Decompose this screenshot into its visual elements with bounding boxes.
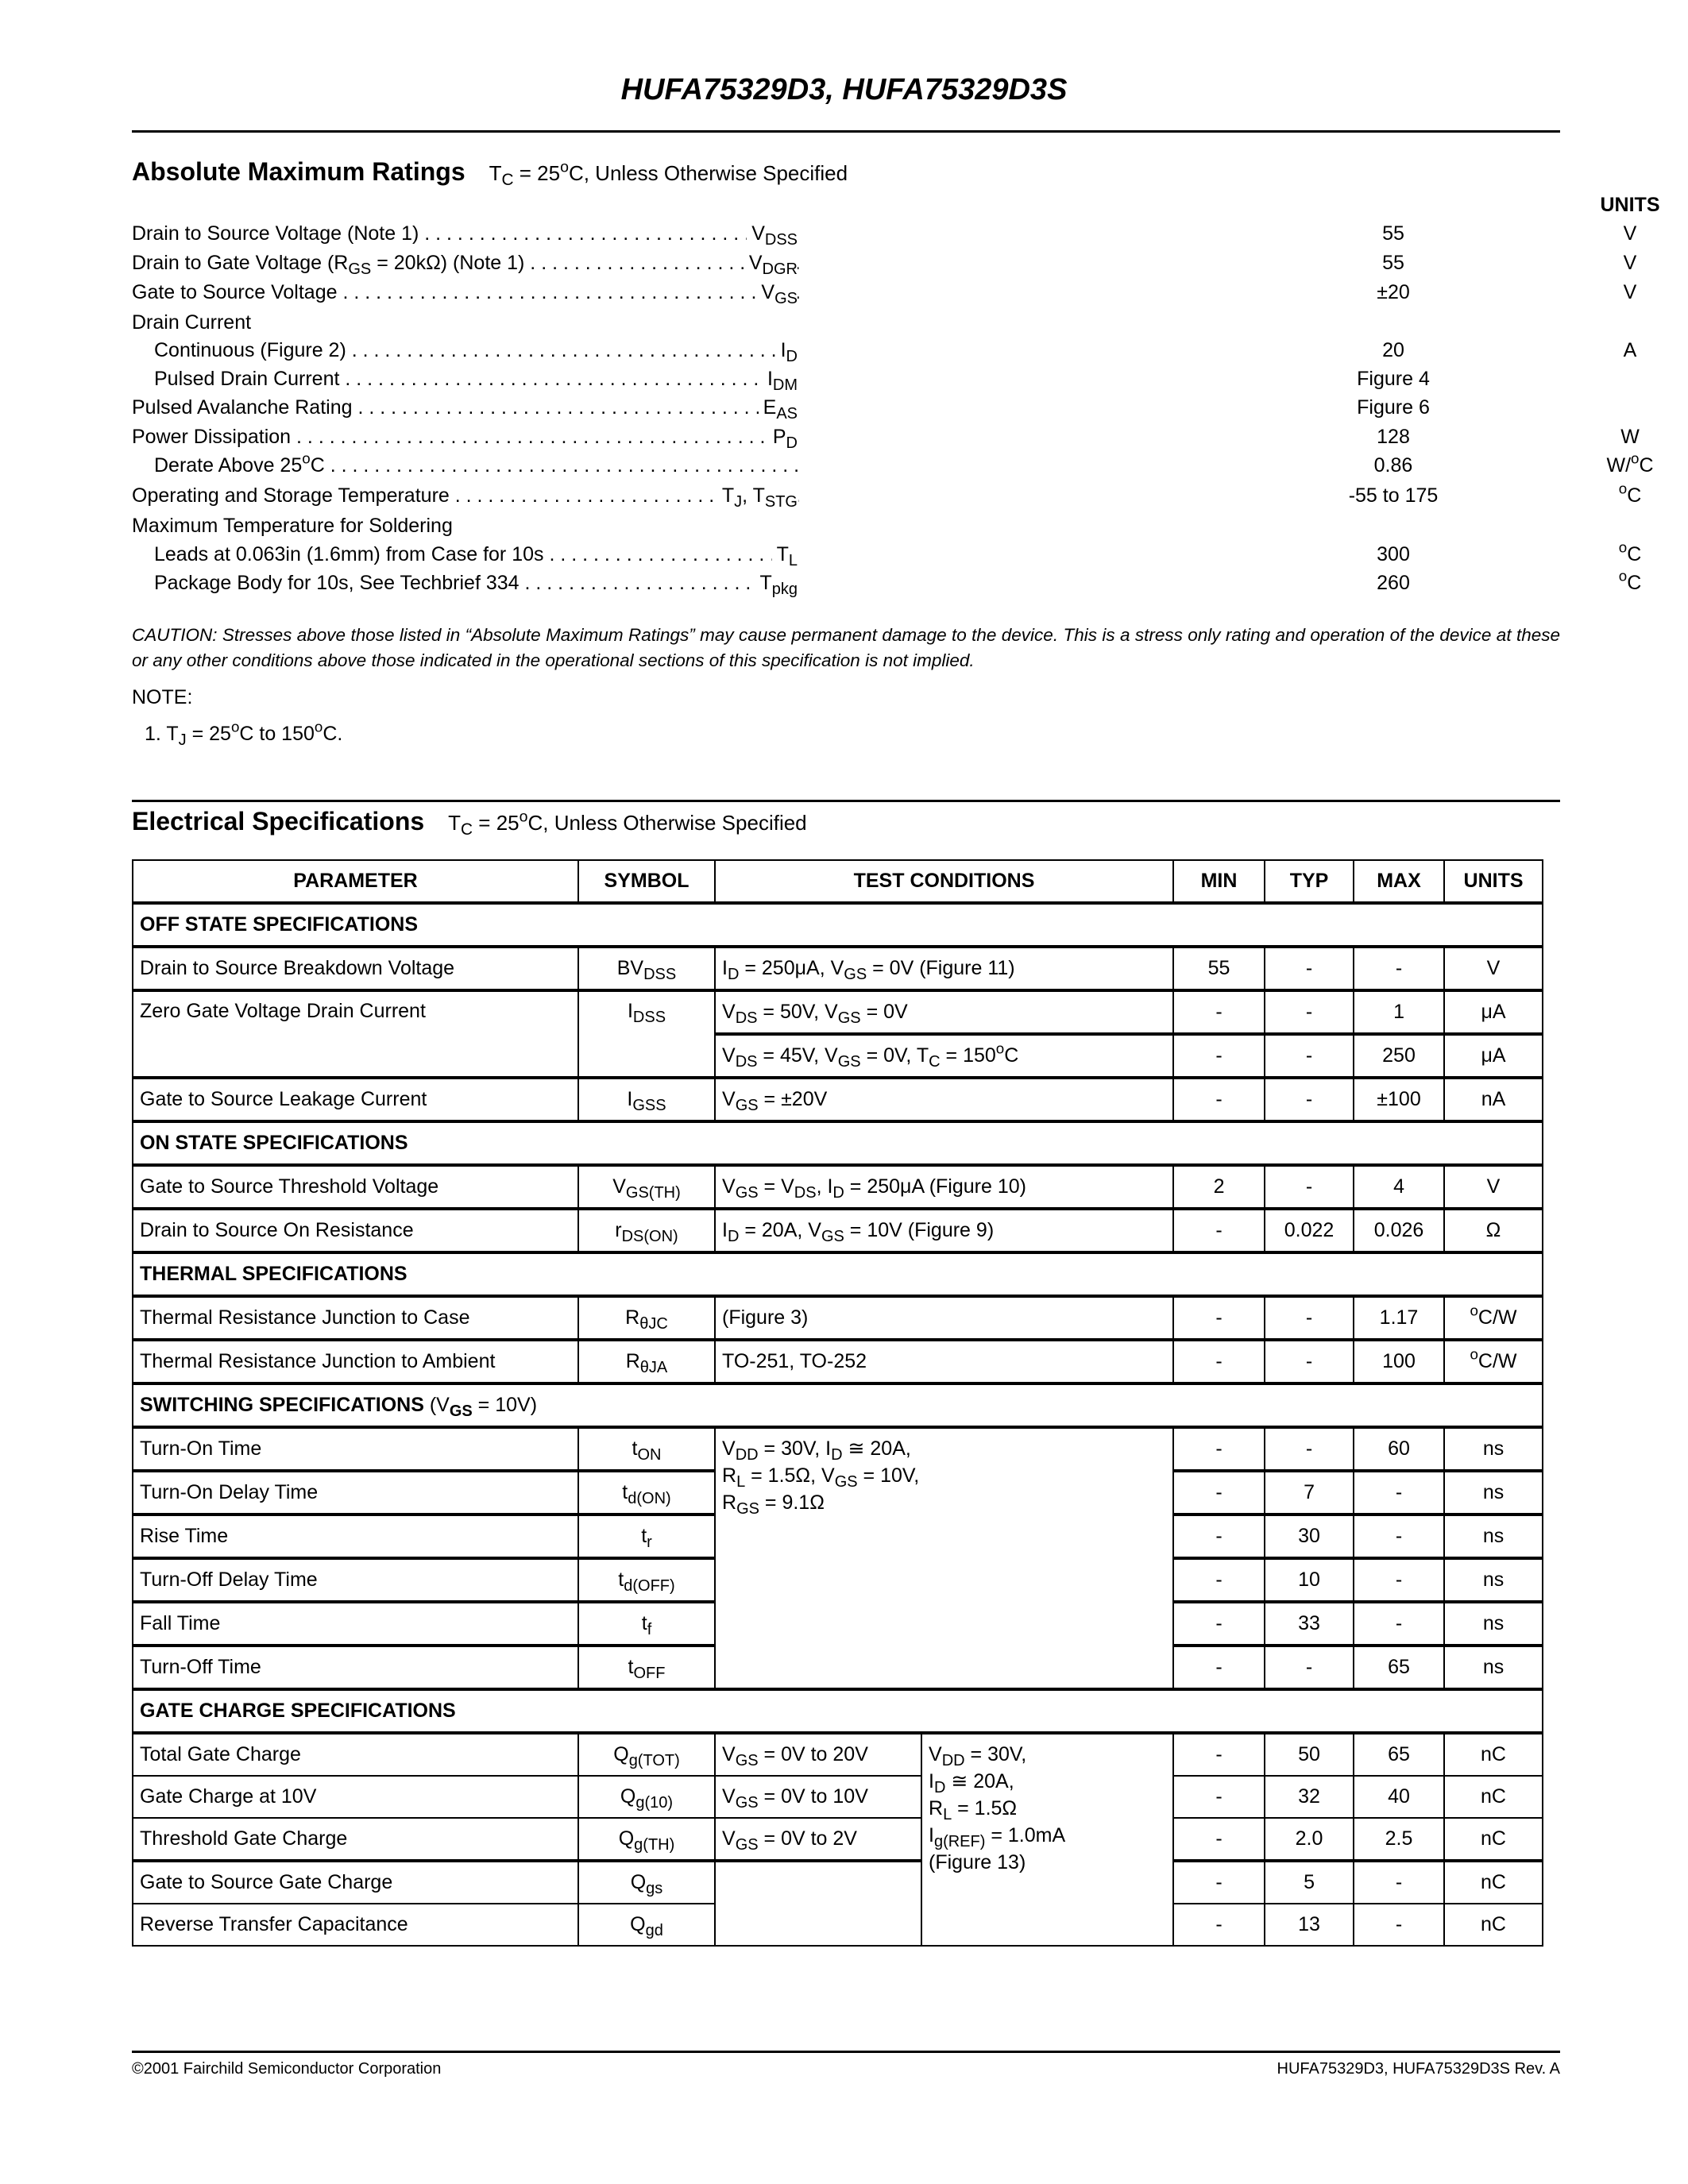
rating-label: Derate Above 25$^o$C . . . [154, 454, 799, 477]
table-row [133, 990, 1543, 1034]
rating-row [132, 567, 1642, 600]
unit-cell: ns [1444, 1427, 1543, 1471]
symbol-cell: $t_{OFF}$ [578, 1646, 715, 1689]
rating-unit: $^o$C [1618, 538, 1642, 565]
max-cell: 0.026 [1354, 1209, 1444, 1252]
param-cell: Turn-Off Delay Time [133, 1558, 578, 1602]
param-cell: Rise Time [133, 1515, 578, 1558]
rating-row [132, 480, 1642, 513]
min-cell: - [1173, 1558, 1265, 1602]
max-cell: 250 [1354, 1034, 1444, 1078]
rating-row [132, 538, 1642, 572]
conditions-cell: $V_{GS} = 0V$ to 2V [715, 1818, 921, 1861]
min-cell: - [1173, 1733, 1265, 1776]
section-heading: SWITCHING SPECIFICATIONS $(V_{GS} = 10V)$ [133, 1383, 1543, 1427]
unit-cell: nC [1444, 1733, 1543, 1776]
typ-cell: 33 [1265, 1602, 1354, 1646]
unit-cell: μA [1444, 1034, 1543, 1078]
unit-cell: ns [1444, 1602, 1543, 1646]
min-cell: - [1173, 1078, 1265, 1121]
param-cell: Gate Charge at 10V [133, 1776, 578, 1818]
typ-cell: 13 [1265, 1904, 1354, 1946]
rating-label: Continuous (Figure 2) . . . [154, 339, 799, 362]
min-cell: - [1173, 1861, 1265, 1904]
conditions-cell: $V_{DD} = 30V$, $I_D$ ≅ 20A, $R_L = 1.5\Omega$, $V_{GS} = 10V$, $R_{GS} = 9.1\Omega$ [715, 1427, 1173, 1689]
rating-symbol: $V_{GS}$ [132, 281, 798, 304]
conditions-cell: TO-251, TO-252 [715, 1340, 1173, 1383]
min-cell: 55 [1173, 947, 1265, 990]
rating-row [132, 368, 1560, 396]
rating-symbol: $P_D$ [132, 426, 798, 449]
max-cell: - [1354, 1558, 1444, 1602]
symbol-cell: $BV_{DSS}$ [578, 947, 715, 990]
rating-symbol: $I_D$ [132, 339, 798, 362]
typ-cell: 7 [1265, 1471, 1354, 1515]
note-item: 1. $T_J = 25^oC$ to 150$^o$C. [145, 718, 343, 749]
rating-symbol: $E_{AS}$ [132, 396, 798, 419]
unit-cell: ns [1444, 1558, 1543, 1602]
typ-cell: 32 [1265, 1776, 1354, 1818]
param-cell: Gate to Source Gate Charge [133, 1861, 578, 1904]
param-cell: Fall Time [133, 1602, 578, 1646]
rating-row [132, 339, 1637, 368]
min-cell: - [1173, 1296, 1265, 1340]
max-cell: - [1354, 1861, 1444, 1904]
max-cell: - [1354, 1471, 1444, 1515]
shared-conditions-cell: $V_{DD} = 30V$, $I_D$ ≅ 20A, $R_L = 1.5\Omega$ $I_{g(REF)} = 1.0mA$ (Figure 13) [921, 1733, 1173, 1946]
rating-unit: $^o$C [1618, 480, 1642, 507]
section-heading: OFF STATE SPECIFICATIONS [133, 903, 1543, 947]
table-row [133, 947, 1543, 990]
table-row [133, 1427, 1543, 1471]
rating-label: Drain to Source Voltage (Note 1) . . . [132, 222, 799, 245]
typ-cell: - [1265, 990, 1354, 1034]
symbol-cell: $Q_{gd}$ [578, 1904, 715, 1946]
rating-symbol: $I_{DM}$ [132, 368, 798, 391]
unit-cell: nC [1444, 1818, 1543, 1861]
max-cell: - [1354, 1515, 1444, 1558]
max-cell: 100 [1354, 1340, 1444, 1383]
col-min: MIN [1173, 860, 1265, 903]
typ-cell: - [1265, 1646, 1354, 1689]
unit-cell: nA [1444, 1078, 1543, 1121]
conditions-cell [715, 1861, 921, 1946]
rating-label: Pulsed Avalanche Rating . . . [132, 396, 799, 419]
max-cell: - [1354, 1904, 1444, 1946]
symbol-cell: $V_{GS(TH)}$ [578, 1165, 715, 1209]
min-cell: - [1173, 1515, 1265, 1558]
typ-cell: - [1265, 1034, 1354, 1078]
rating-row [132, 426, 1640, 454]
section-heading: GATE CHARGE SPECIFICATIONS [133, 1689, 1543, 1733]
max-cell: 2.5 [1354, 1818, 1444, 1861]
rating-unit: W [1620, 426, 1640, 448]
param-cell: Total Gate Charge [133, 1733, 578, 1776]
rating-symbol: $T_J$, $T_{STG}$ [132, 484, 798, 507]
typ-cell: - [1265, 1340, 1354, 1383]
symbol-cell: $I_{DSS}$ [578, 990, 715, 1078]
conditions-cell: $V_{GS} = V_{DS}$, $I_D = 250\mu A$ (Figure 10) [715, 1165, 1173, 1209]
table-row [133, 1209, 1543, 1252]
param-cell: Drain to Source Breakdown Voltage [133, 947, 578, 990]
table-row [133, 1078, 1543, 1121]
rating-value: -55 to 175 [1348, 484, 1439, 507]
max-cell: 40 [1354, 1776, 1444, 1818]
rating-row [132, 515, 1560, 543]
max-cell: 60 [1354, 1427, 1444, 1471]
min-cell: - [1173, 1602, 1265, 1646]
table-row [133, 1861, 1543, 1904]
rating-row [132, 311, 1560, 340]
rating-value: 260 [1377, 572, 1410, 594]
symbol-cell: $R_{\theta JC}$ [578, 1296, 715, 1340]
col-units: UNITS [1444, 860, 1543, 903]
conditions-cell: $I_D = 20A$, $V_{GS} = 10V$ (Figure 9) [715, 1209, 1173, 1252]
rating-unit: V [1623, 281, 1637, 303]
rating-label: Gate to Source Voltage . . . [132, 281, 799, 304]
unit-cell: ns [1444, 1646, 1543, 1689]
table-row [133, 1165, 1543, 1209]
conditions-cell: $V_{GS} = 0V$ to 20V [715, 1733, 921, 1776]
footer-rule [132, 2051, 1560, 2053]
unit-cell: Ω [1444, 1209, 1543, 1252]
footer-part-rev: HUFA75329D3, HUFA75329D3S Rev. A [1277, 2060, 1560, 2078]
header-rule [132, 130, 1560, 133]
symbol-cell: $Q_{g(TH)}$ [578, 1818, 715, 1861]
min-cell: - [1173, 1209, 1265, 1252]
electrical-spec-table [132, 859, 1543, 1947]
section-row [133, 1383, 1543, 1427]
param-cell: Turn-Off Time [133, 1646, 578, 1689]
section-row [133, 903, 1543, 947]
conditions-cell: $V_{DS} = 50V$, $V_{GS} = 0V$ [715, 990, 1173, 1034]
rating-value: 20 [1382, 339, 1404, 361]
max-cell: 1.17 [1354, 1296, 1444, 1340]
table-row [133, 1296, 1543, 1340]
table-row [133, 1776, 1543, 1818]
rating-label: Maximum Temperature for Soldering [132, 515, 453, 537]
min-cell: - [1173, 990, 1265, 1034]
param-cell: Zero Gate Voltage Drain Current [133, 990, 578, 1078]
rating-unit: V [1623, 222, 1637, 245]
typ-cell: 2.0 [1265, 1818, 1354, 1861]
rating-symbol: $T_L$ [132, 543, 798, 566]
param-cell: Thermal Resistance Junction to Case [133, 1296, 578, 1340]
typ-cell: - [1265, 1165, 1354, 1209]
rating-unit: V [1623, 252, 1637, 274]
rating-value: Figure 4 [1357, 368, 1430, 390]
min-cell: - [1173, 1340, 1265, 1383]
param-cell: Drain to Source On Resistance [133, 1209, 578, 1252]
rating-value: ±20 [1377, 281, 1410, 303]
rating-unit: W/$^o$C [1606, 450, 1654, 477]
unit-cell: nC [1444, 1776, 1543, 1818]
symbol-cell: $Q_{gs}$ [578, 1861, 715, 1904]
typ-cell: 0.022 [1265, 1209, 1354, 1252]
min-cell: 2 [1173, 1165, 1265, 1209]
section-heading: THERMAL SPECIFICATIONS [133, 1252, 1543, 1296]
rating-unit: $^o$C [1618, 567, 1642, 594]
unit-cell: nC [1444, 1861, 1543, 1904]
note-title: NOTE: [132, 686, 193, 708]
rating-label: Pulsed Drain Current . . . [154, 368, 799, 391]
unit-cell: ns [1444, 1515, 1543, 1558]
typ-cell: - [1265, 1296, 1354, 1340]
elec-heading-text: Electrical Specifications [132, 807, 425, 835]
rating-label: Power Dissipation . . . [132, 426, 799, 449]
typ-cell: - [1265, 1078, 1354, 1121]
typ-cell: 30 [1265, 1515, 1354, 1558]
abs-max-condition: $T_C = 25^oC$, Unless Otherwise Specified [489, 158, 848, 190]
param-cell: Gate to Source Threshold Voltage [133, 1165, 578, 1209]
rating-symbol: $T_{pkg}$ [132, 572, 798, 595]
unit-cell: V [1444, 1165, 1543, 1209]
table-row [133, 1340, 1543, 1383]
symbol-cell: $Q_{g(TOT)}$ [578, 1733, 715, 1776]
rating-value: 55 [1382, 222, 1404, 245]
symbol-cell: $r_{DS(ON)}$ [578, 1209, 715, 1252]
rating-value: Figure 6 [1357, 396, 1430, 419]
symbol-cell: $t_r$ [578, 1515, 715, 1558]
abs-max-ratings-list [132, 194, 1660, 607]
abs-max-heading [132, 157, 848, 190]
param-cell: Thermal Resistance Junction to Ambient [133, 1340, 578, 1383]
min-cell: - [1173, 1471, 1265, 1515]
max-cell: ±100 [1354, 1078, 1444, 1121]
col-test-conditions: TEST CONDITIONS [715, 860, 1173, 903]
conditions-cell: $I_D = 250\mu A$, $V_{GS} = 0V$ (Figure 11) [715, 947, 1173, 990]
conditions-cell: (Figure 3) [715, 1296, 1173, 1340]
col-max: MAX [1354, 860, 1444, 903]
min-cell: - [1173, 1818, 1265, 1861]
table-header-row [133, 860, 1543, 903]
table-row [133, 1818, 1543, 1861]
rating-label: Drain to Gate Voltage $(R_{GS} = 20k\Omega)$ (Note 1) . . . [132, 252, 799, 275]
rating-row [132, 252, 1637, 280]
min-cell: - [1173, 1427, 1265, 1471]
unit-cell: $^o$C/W [1444, 1340, 1543, 1383]
rating-value: 0.86 [1373, 454, 1413, 477]
rating-unit: A [1623, 339, 1637, 361]
typ-cell: - [1265, 1427, 1354, 1471]
symbol-cell: $t_{d(OFF)}$ [578, 1558, 715, 1602]
rating-row [132, 450, 1654, 483]
param-cell: Threshold Gate Charge [133, 1818, 578, 1861]
symbol-cell: $t_{ON}$ [578, 1427, 715, 1471]
max-cell: 4 [1354, 1165, 1444, 1209]
units-header: UNITS [1600, 194, 1660, 216]
symbol-cell: $I_{GSS}$ [578, 1078, 715, 1121]
unit-cell: ns [1444, 1471, 1543, 1515]
min-cell: - [1173, 1034, 1265, 1078]
param-cell: Gate to Source Leakage Current [133, 1078, 578, 1121]
min-cell: - [1173, 1776, 1265, 1818]
rating-value: 300 [1377, 543, 1410, 565]
unit-cell: $^o$C/W [1444, 1296, 1543, 1340]
rating-row [132, 396, 1560, 425]
typ-cell: 5 [1265, 1861, 1354, 1904]
max-cell: 1 [1354, 990, 1444, 1034]
symbol-cell: $t_f$ [578, 1602, 715, 1646]
param-cell: Reverse Transfer Capacitance [133, 1904, 578, 1946]
section-row [133, 1689, 1543, 1733]
rating-label: Operating and Storage Temperature . . . [132, 484, 799, 507]
symbol-cell: $R_{\theta JA}$ [578, 1340, 715, 1383]
conditions-cell: $V_{GS} = 0V$ to 10V [715, 1776, 921, 1818]
rating-symbol: $V_{DGR}$ [132, 252, 798, 275]
symbol-cell: $t_{d(ON)}$ [578, 1471, 715, 1515]
table-row [133, 1733, 1543, 1776]
rating-label: Drain Current [132, 311, 252, 334]
conditions-cell: $V_{GS} = \pm 20V$ [715, 1078, 1173, 1121]
max-cell: - [1354, 1602, 1444, 1646]
max-cell: 65 [1354, 1646, 1444, 1689]
section-heading: ON STATE SPECIFICATIONS [133, 1121, 1543, 1165]
unit-cell: V [1444, 947, 1543, 990]
section-row [133, 1121, 1543, 1165]
rating-value: 128 [1377, 426, 1410, 448]
rating-symbol: $V_{DSS}$ [132, 222, 798, 245]
rating-value: 55 [1382, 252, 1404, 274]
page-title: HUFA75329D3, HUFA75329D3S [620, 73, 1068, 106]
footer-copyright: ©2001 Fairchild Semiconductor Corporation [132, 2060, 442, 2078]
col-parameter: PARAMETER [133, 860, 578, 903]
typ-cell: - [1265, 947, 1354, 990]
param-cell: Turn-On Delay Time [133, 1471, 578, 1515]
max-cell: 65 [1354, 1733, 1444, 1776]
conditions-cell: $V_{DS} = 45V$, $V_{GS} = 0V$, $T_C = 150^oC$ [715, 1034, 1173, 1078]
min-cell: - [1173, 1904, 1265, 1946]
typ-cell: 10 [1265, 1558, 1354, 1602]
col-typ: TYP [1265, 860, 1354, 903]
rating-row [132, 281, 1637, 310]
symbol-cell: $Q_{g(10)}$ [578, 1776, 715, 1818]
rating-label: Package Body for 10s, See Techbrief 334 . . . [154, 572, 799, 595]
typ-cell: 50 [1265, 1733, 1354, 1776]
unit-cell: μA [1444, 990, 1543, 1034]
elec-condition: $T_C = 25^oC$, Unless Otherwise Specified [448, 808, 807, 839]
caution-text: CAUTION: Stresses above those listed in “Absolute Maximum Ratings” may cause permanent damage to the device. This is a stress only rating and operation of the device at these or any other conditions above those indicated in the operational sections of this specification is not implied. [132, 625, 1560, 670]
rating-label: Leads at 0.063in (1.6mm) from Case for 10s . . . [154, 543, 799, 566]
col-symbol: SYMBOL [578, 860, 715, 903]
param-cell: Turn-On Time [133, 1427, 578, 1471]
elec-rule [132, 800, 1560, 802]
abs-max-heading-text: Absolute Maximum Ratings [132, 157, 465, 186]
rating-row [132, 222, 1637, 251]
section-row [133, 1252, 1543, 1296]
min-cell: - [1173, 1646, 1265, 1689]
unit-cell: nC [1444, 1904, 1543, 1946]
max-cell: - [1354, 947, 1444, 990]
elec-heading [132, 807, 807, 839]
